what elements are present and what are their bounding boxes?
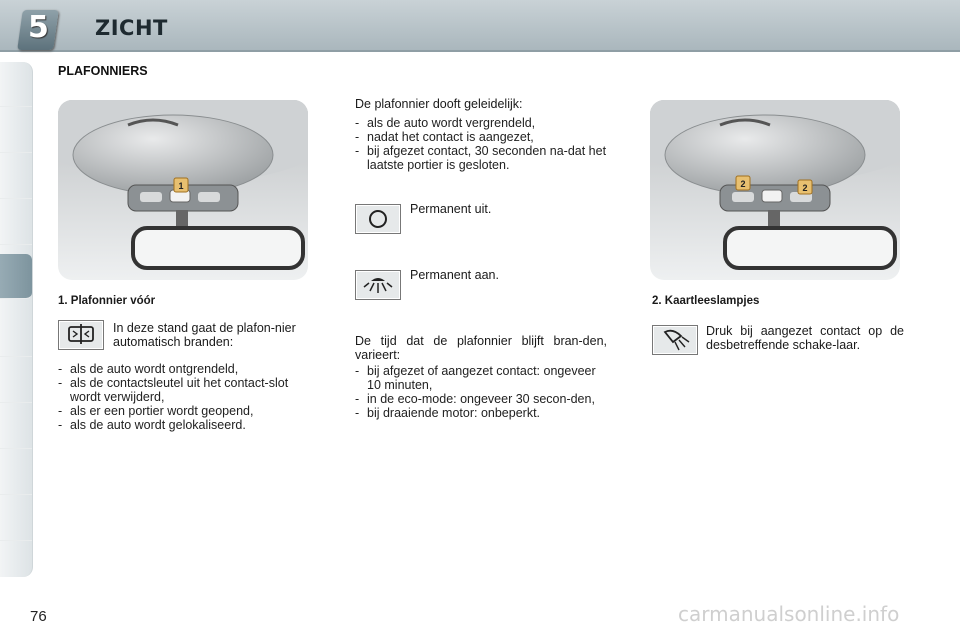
watermark: carmanualsonline.info — [678, 602, 900, 626]
list-item: - bij afgezet contact, 30 seconden na-dat het laatste portier is gesloten. — [355, 144, 607, 172]
side-tab[interactable] — [0, 496, 32, 541]
list-item: - bij afgezet of aangezet contact: ongeveer 10 minuten, — [355, 364, 607, 392]
door-mode-icon — [58, 320, 104, 350]
chapter-title: ZICHT — [95, 16, 168, 40]
side-tab[interactable] — [0, 154, 32, 199]
side-tab[interactable] — [0, 450, 32, 495]
side-tab[interactable] — [0, 108, 32, 153]
list-item: - als de contactsleutel uit het contact-slot wordt verwijderd, — [58, 376, 310, 404]
duration-intro: De tijd dat de plafonnier blijft bran-den, varieert: — [355, 334, 607, 362]
permanent-off-label: Permanent uit. — [410, 202, 492, 216]
list-item: - als de auto wordt ontgrendeld, — [58, 362, 310, 376]
list-item: - als er een portier wordt geopend, — [58, 404, 310, 418]
chapter-number: 5 — [28, 10, 49, 45]
photo-callout-2-left: 2 — [740, 179, 746, 189]
map-reading-lights-photo — [650, 100, 900, 280]
list-item: - bij draaiende motor: onbeperkt. — [355, 406, 607, 420]
fade-list — [355, 116, 607, 172]
light-on-icon — [355, 270, 401, 300]
duration-list — [355, 364, 607, 420]
side-tab[interactable] — [0, 200, 32, 245]
side-tab[interactable] — [0, 404, 32, 449]
side-tab-active[interactable] — [0, 254, 32, 299]
list-item: - in de eco-mode: ongeveer 30 secon-den, — [355, 392, 607, 406]
page-number: 76 — [30, 608, 47, 625]
list-item: - als de auto wordt gelokaliseerd. — [58, 418, 310, 432]
section-title: PLAFONNIERS — [58, 64, 148, 78]
side-tab[interactable] — [0, 358, 32, 403]
front-ceiling-light-photo — [58, 100, 308, 280]
photo-callout-1: 1 — [178, 181, 184, 191]
auto-on-list — [58, 362, 310, 432]
front-ceiling-light-heading: 1. Plafonnier vóór — [58, 295, 156, 307]
map-lights-heading: 2. Kaartleeslampjes — [652, 295, 760, 307]
map-lights-text: Druk bij aangezet contact op de desbetreffende schake-laar. — [706, 324, 904, 352]
map-light-icon — [652, 325, 698, 355]
photo-callout-2-right: 2 — [802, 183, 808, 193]
side-tab[interactable] — [0, 312, 32, 357]
fade-intro: De plafonnier dooft geleidelijk: — [355, 97, 523, 111]
light-off-icon — [355, 204, 401, 234]
list-item: - nadat het contact is aangezet, — [355, 130, 607, 144]
side-tab[interactable] — [0, 62, 32, 107]
side-chapter-tabs — [0, 62, 33, 577]
door-mode-intro: In deze stand gaat de plafon-nier automatisch branden: — [113, 321, 296, 349]
permanent-on-label: Permanent aan. — [410, 268, 499, 282]
list-item: - als de auto wordt vergrendeld, — [355, 116, 607, 130]
